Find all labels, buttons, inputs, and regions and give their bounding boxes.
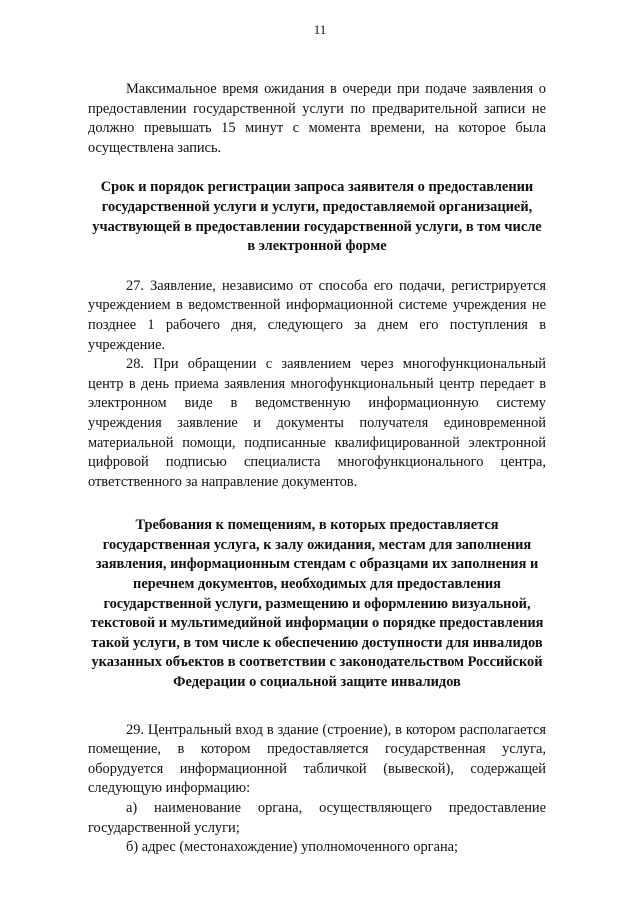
paragraph-item-29-a: а) наименование органа, осуществляющего предоставление государственной услуги; xyxy=(88,800,546,836)
paragraph-item-29-b: б) адрес (местонахождение) уполномоченного органа; xyxy=(126,839,459,856)
spacer xyxy=(88,158,546,178)
paragraph-item-29: 29. Центральный вход в здание (строение), в котором располагается помещение, в котором предоставляется государственная услуга, оборудуется информационной табличкой (вывеской), содержащей следующую информацию: xyxy=(88,721,546,797)
spacer xyxy=(88,492,546,516)
intro-paragraph: Максимальное время ожидания в очереди при подаче заявления о предоставлении государственной услуги по предварительной записи не должно превышать 15 минут с момента времени, на которое была осуществлена запись. xyxy=(88,81,546,156)
spacer xyxy=(88,693,546,721)
section-heading-premises: Требования к помещениям, в которых предоставляется государственная услуга, к залу ожидания, местам для заполнения заявления, информационным стендам с образцами их заполнения и перечнем документов, необходимых для предоставления государственной услуги, размещению и оформлению визуальной, текстовой и мультимедийной информации о порядке предоставления такой услуги, в том числе к обеспечению доступности для инвалидов указанных объектов в соответствии с законодательством Российской Федерации о социальной защите инвалидов xyxy=(90,517,544,691)
page-content xyxy=(88,80,546,858)
page-number: 11 xyxy=(313,22,327,37)
spacer xyxy=(88,257,546,277)
section-heading-registration: Срок и порядок регистрации запроса заявителя о предоставлении государственной услуги и услуги, предоставляемой организацией, участвующей в предоставлении государственной услуги, в том числе в электронной форме xyxy=(92,179,542,255)
paragraph-item-28: 28. При обращении с заявлением через многофункциональный центр в день приема заявления многофункциональный центр передает в электронном виде в ведомственную информационную систему учреждения заявление и документы получателя единовременной материальной помощи, подписанные квалифицированной электронной цифровой подписью специалиста многофункционального центра, ответственного за направление документов. xyxy=(88,356,546,490)
paragraph-item-27: 27. Заявление, независимо от способа его подачи, регистрируется учреждением в ведомственной информационной системе учреждения не позднее 1 рабочего дня, следующего за днем его поступления в учреждение. xyxy=(88,277,546,353)
